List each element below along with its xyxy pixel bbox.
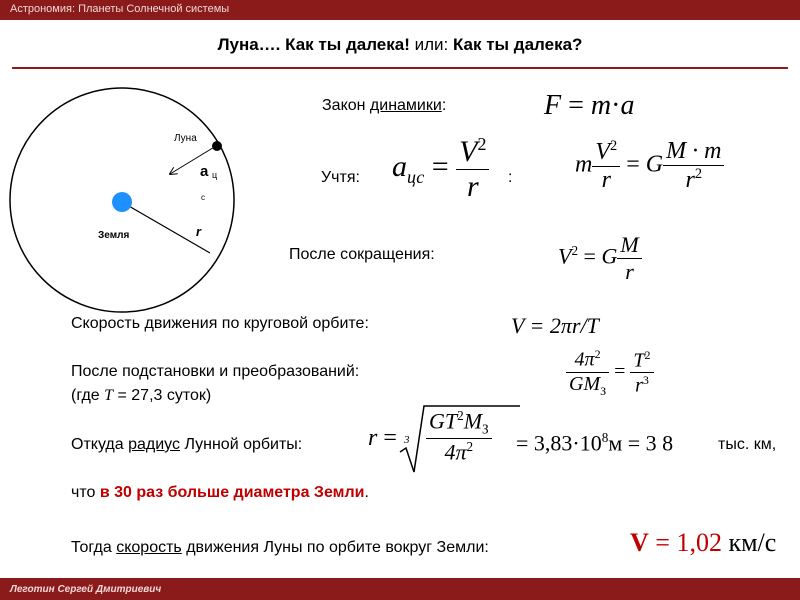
period-note-T: T [104,387,114,404]
radius-eq: = [377,425,397,451]
kepler-formula [566,347,654,399]
acceleration-label: a [200,163,209,180]
radius-r [368,425,397,452]
dynamics-label [322,97,446,115]
radius-den: 4π [444,439,467,465]
title-part-3: Как ты далека? [452,35,583,54]
kepler-eq: = [609,360,631,383]
after-substitution-label: После подстановки и преобразований: [71,363,360,380]
comparison-a: что [71,484,100,501]
speed-formula: V = 2πr/T [511,313,599,338]
earth-label: Земля [98,230,130,241]
reduced-eq: = [578,243,602,269]
balance-den1: r [601,167,611,193]
kepler-fraction-1 [566,347,609,399]
radius-r-symbol: r [368,425,378,451]
radius-fraction [426,408,492,465]
reduced-num: M [617,232,641,259]
speed-line-b: скорость [116,539,182,556]
balance-m: m [575,151,593,178]
balance-pow2: 2 [694,166,703,182]
reduced-V: V [558,243,572,269]
kepler-sub1: З [600,383,607,398]
centripetal-formula [392,134,489,204]
centripetal-a: a [392,149,407,183]
newton-m: m [590,90,612,121]
earth-icon [112,192,132,212]
centripetal-eq: = [424,149,457,183]
comparison-c: . [364,484,369,501]
kepler-pow3: 3 [642,373,649,388]
radius-result-exp: 8 [601,430,609,445]
dynamics-label-c: : [441,97,447,114]
period-note-a: (где [71,387,105,404]
centripetal-sub: цс [407,166,425,187]
radius-pow1: 2 [457,408,464,423]
radius-num: GT [429,408,458,434]
reduced-G: G [601,243,618,269]
reduced-formula [558,232,642,285]
slide-title [0,35,800,55]
comparison-b: в 30 раз больше диаметра Земли [99,484,365,501]
velocity-V: V [630,528,649,557]
radius-fraction-wrap [426,408,492,465]
moon-label: Луна [174,133,197,144]
acceleration-sub-1: ц [212,170,218,180]
radius-line-c: Лунной орбиты: [180,436,303,453]
balance-G: G [645,151,664,178]
author-name: Леготин Сергей Дмитриевич [10,584,162,595]
speed-result-line [71,539,489,557]
title-part-2: или: [409,35,453,54]
radius-pow2: 2 [466,438,474,454]
radius-approx: = 3 8 [622,430,674,456]
footer-bar [0,578,800,600]
result-unit: тыс. км, [718,436,777,453]
dynamics-label-a: Закон [322,97,370,114]
balance-num1: V [595,139,611,165]
moon-icon [212,141,222,151]
radius-result [516,430,673,456]
section-title: Астрономия: Планеты Солнечной системы [10,3,230,15]
radius-sub: З [482,421,489,437]
after-reduction-label: После сокращения: [289,246,435,263]
reduced-den: r [625,259,634,284]
kepler-fraction-2 [630,348,653,398]
balance-eq: = [620,151,646,178]
dynamics-label-b: динамики [369,97,442,114]
orbit-diagram [0,80,260,320]
radius-num-b: M [463,408,483,434]
centripetal-num: V [459,135,478,168]
newton-F: F [544,90,562,121]
newton-eq: = [561,90,591,121]
speed-line-c: движения Луны по орбите вокруг Земли: [181,539,489,556]
comparison-line [71,484,369,502]
balance-fraction-1 [592,138,620,194]
newton-a: a [620,90,635,121]
balance-formula [575,138,724,194]
kepler-pow1: 2 [594,347,601,361]
balance-pow1: 2 [610,138,618,154]
period-note [71,387,211,405]
kepler-den2: r [635,374,643,397]
acceleration-vector [170,146,216,174]
velocity-unit: км/с [721,528,777,557]
centripetal-fraction [456,134,489,204]
newton-dot: · [611,90,621,121]
radius-result-value: = 3,83·10 [516,430,602,456]
speed-line-a: Тогда [71,539,117,556]
title-part-1: Луна…. Как ты далека! [217,35,410,54]
velocity-value: 1,02 [676,528,722,557]
reduced-pow: 2 [571,243,579,259]
root-index: 3 [404,434,410,446]
centripetal-den: r [466,170,479,203]
velocity-result [630,528,776,558]
velocity-eq: = [648,528,677,557]
radius-line-b: радиус [128,436,180,453]
balance-num2: M · m [663,138,724,166]
radius-label: r [196,224,202,239]
title-divider [12,67,788,69]
acceleration-sub-2: с [201,193,205,202]
header-bar [0,0,800,20]
balance-fraction-2 [663,138,724,194]
kepler-num2: T [633,349,645,372]
centripetal-pow: 2 [477,134,487,154]
colon: : [508,169,513,186]
radius-label-line [71,436,302,454]
radius-result-unit: м [608,430,623,456]
kepler-den1: GM [569,372,601,395]
radius-line-a: Откуда [71,436,129,453]
period-note-b: = 27,3 суток) [113,387,212,404]
considering-label: Учтя: [321,169,360,186]
newton-formula [544,90,634,122]
orbit-speed-label: Скорость движения по круговой орбите: [71,315,369,332]
reduced-fraction [617,232,641,285]
kepler-num1: 4π [574,348,595,371]
balance-den2: r [685,167,695,193]
kepler-pow2: 2 [644,347,651,362]
